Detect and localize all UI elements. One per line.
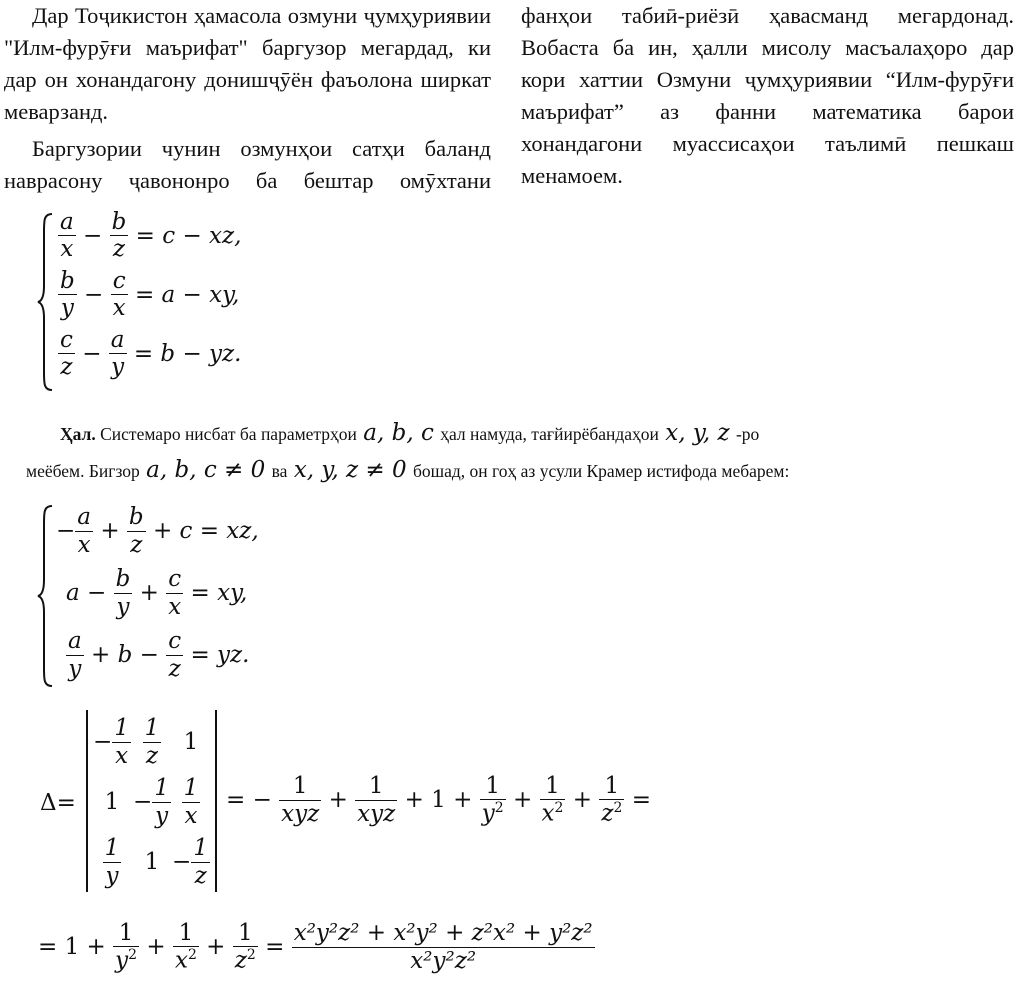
system2-equation-3: $\frac{a}{y}$ + b − $\frac{c}{z}$ = yz.: [68, 628, 250, 682]
determinant-right-bar: [215, 710, 217, 892]
solution-line-2: меёбем. Бигзор a, b, c ≠ 0 ва x, y, z ≠ 0 бошад, он гоҳ аз усули Крамер истифода мебарем:: [26, 457, 790, 483]
system2-equation-1: − $\frac{a}{x}$ + $\frac{b}{z}$ + c = xz,: [56, 504, 259, 558]
final-denominator: x²y²z²: [410, 947, 477, 974]
determinant-expansion: = − $\frac{1}{\text{xyz}}$ + $\frac{1}{\text{xyz}}$ + 1 + $\frac{1}{y^2}$ + $\frac{1}{x^2}$ + $\frac{1}{z^2}$ =: [226, 772, 651, 827]
intro-left-column: [4, 0, 491, 197]
solution-text: [0, 420, 1024, 485]
system1-equation-1: $\frac{a}{x}$ − $\frac{b}{z}$ = c − xz,: [60, 208, 242, 262]
left-brace: [36, 504, 56, 688]
system1-equation-3: $\frac{c}{z}$ − $\frac{a}{y}$ = b − yz.: [60, 326, 242, 380]
system2-equation-2: a − $\frac{b}{y}$ + $\frac{c}{x}$ = xy,: [66, 566, 248, 620]
intro-paragraph-3: фанҳои табиӣ-риёзӣ ҳавасманд мегардонад. Вобаста ба ин, ҳалли мисолу масъалаҳоро дар кори хаттии Озмуни ҷумҳуриявии “Илм-фурӯғи маърифат” аз фанни математика барои хонандагони муассисаҳои таълимӣ пешкаш менамоем.: [521, 3, 1014, 188]
determinant-left-bar: [86, 710, 88, 892]
delta-label: Δ=: [40, 790, 76, 816]
intro-paragraph-1: Дар Тоҷикистон ҳамасола озмуни ҷумҳуриявии "Илм-фурӯғи маърифат" баргузор мегардад, ки дар он хонандагону донишҷӯён фаъолона ширкат меварзанд.: [4, 3, 491, 124]
solution-line-1: Ҳал. Системаро нисбат ба параметрҳои a, b, c ҳал намуда, тағйирёбандаҳои x, y, z -ро: [60, 420, 760, 446]
intro-paragraph-2: Баргузории чунин озмунҳои сатҳи баланд наврасону ҷавононро ба бештар омӯхтани: [4, 136, 491, 193]
final-expression: = 1 + $\frac{1}{y^2}$ + $\frac{1}{x^2}$ + $\frac{1}{z^2}$ = $\frac{\text{x²y²z² + x²y² + z²x² + y²z²}}{\text{x²y²z²}}$: [38, 919, 593, 974]
system1-equation-2: $\frac{b}{y}$ − $\frac{c}{x}$ = a − xy,: [60, 267, 240, 321]
determinant-matrix: − $\frac{1}{x}$ $\frac{1}{z}$ 1 1 − $\frac{1}{y}$ $\frac{1}{x}$ $\frac{1}{y}$ 1 − $\frac{1}{z}$: [93, 715, 208, 889]
final-numerator: x²y²z² + x²y² + z²x² + y²z²: [293, 920, 593, 947]
left-brace: [36, 212, 56, 392]
determinant-expression: [0, 700, 1024, 900]
intro-right-column: [521, 0, 1014, 192]
